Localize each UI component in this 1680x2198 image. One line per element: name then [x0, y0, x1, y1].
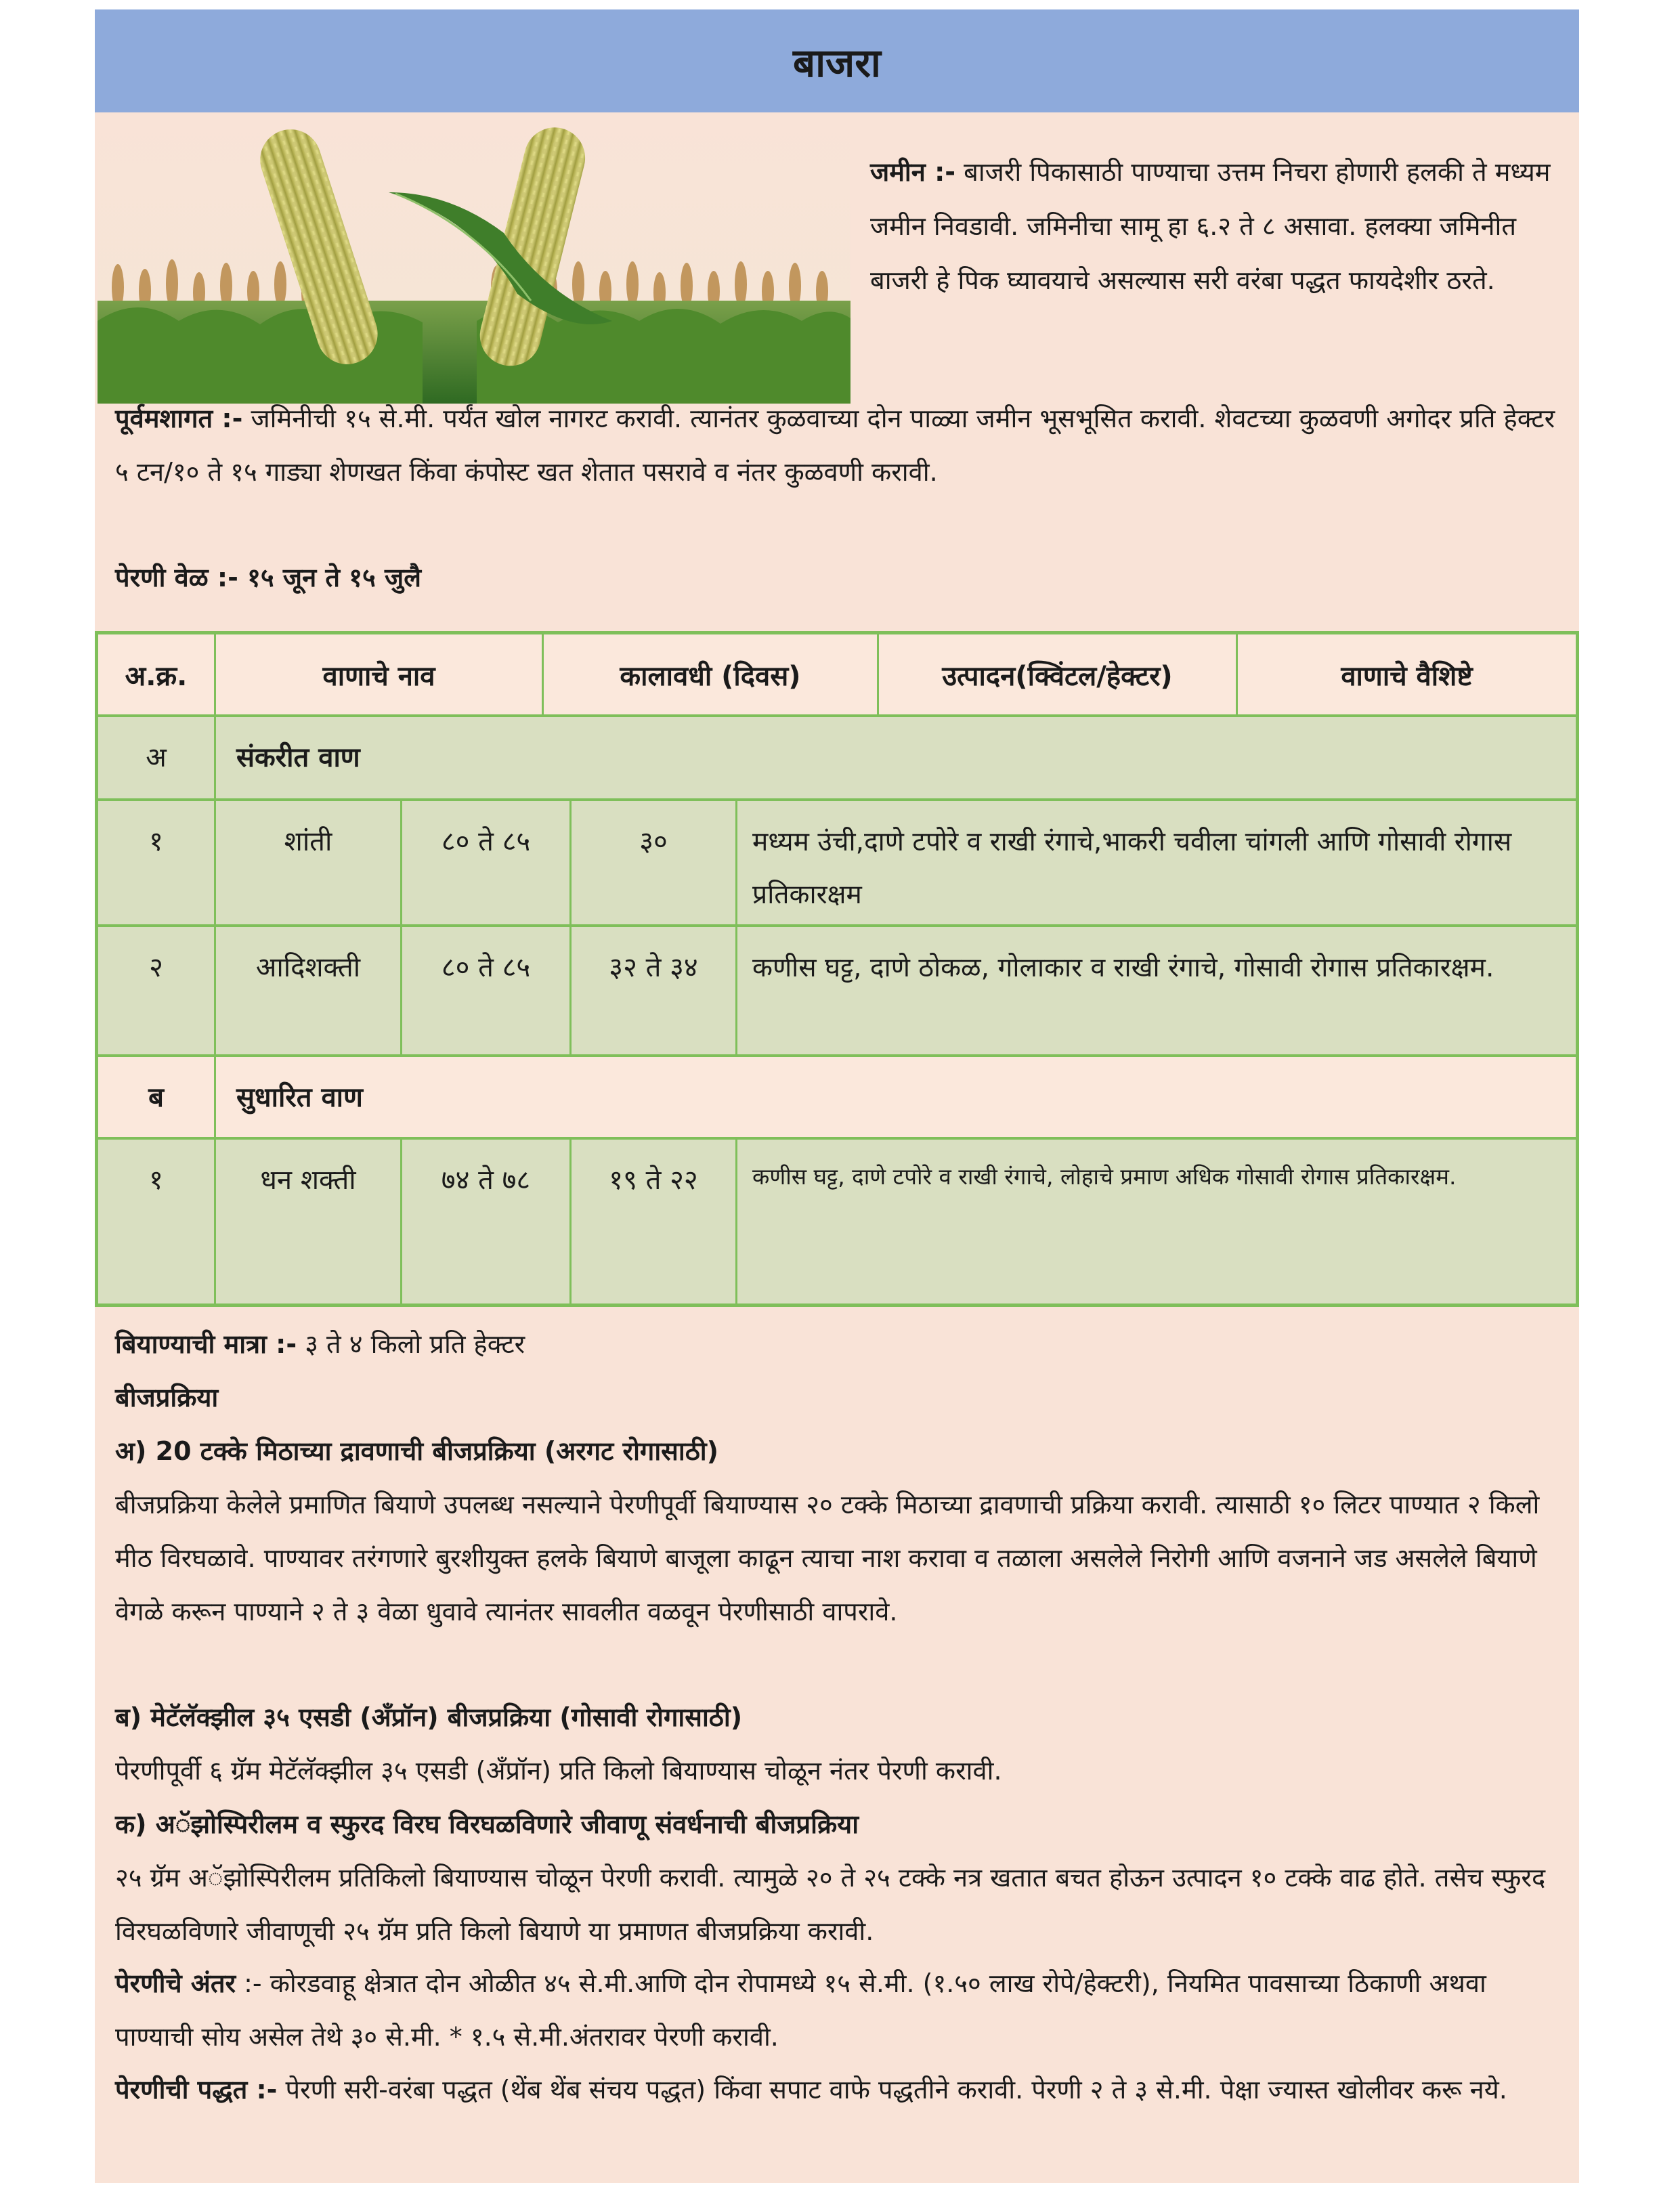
treatment-c-text: २५ ग्रॅम अॅझोस्पिरीलम प्रतिकिलो बियाण्यास चोळून पेरणी करावी. त्यामुळे २० ते २५ टक्के नत्र खतात बचत होऊन उत्पादन १० टक्के वाढ होते. तसेच स्फुरद विरघळविणारे जीवाणूची २५ ग्रॅम प्रति किलो बियाणे या प्रमाणत बीजप्रक्रिया करावी.: [115, 1863, 1546, 1946]
cell-variety-name: आदिशक्ती: [216, 927, 402, 1054]
treatment-b-text: पेरणीपूर्वी ६ ग्रॅम मेटॅलॅक्झील ३५ एसडी (अँप्रॉन) प्रति किलो बियाण्यास चोळून नंतर पेरणी करावी.: [115, 1756, 1002, 1786]
treatment-c-heading: क) अॅझोस्पिरीलम व स्फुरद विरघ विरघळविणारे जीवाणू संवर्धनाची बीजप्रक्रिया: [115, 1809, 859, 1839]
seed-rate-section: [115, 1318, 1564, 1371]
preparation-text: जमिनीची १५ से.मी. पर्यंत खोल नागरट करावी. त्यानंतर कुळवाच्या दोन पाळ्या जमीन भूसभूसित करावी. शेवटच्या कुळवणी अगोदर प्रति हेक्टर ५ टन/१० ते १५ गाड्या शेणखत किंवा कंपोस्ट खत शेतात पसरावे व नंतर कुळवणी करावी.: [115, 404, 1555, 487]
group-row-improved: [98, 1057, 1576, 1140]
header-yield: उत्पादन(क्विंटल/हेक्टर): [879, 634, 1238, 714]
pearl-millet-illustration: [98, 118, 850, 404]
header-variety-name: वाणाचे नाव: [216, 634, 544, 714]
group-title: सुधारित वाण: [236, 1082, 363, 1113]
sowing-method-section: [115, 2063, 1564, 2117]
cell-features: कणीस घट्ट, दाणे ठोकळ, गोलाकार व राखी रंगाचे, गोसावी रोगास प्रतिकारक्षम.: [752, 953, 1494, 983]
document-page: [95, 9, 1579, 2183]
spacing-section: [115, 1957, 1564, 2064]
seed-rate-text: ३ ते ४ किलो प्रति हेक्टर: [297, 1329, 525, 1359]
land-section: [870, 145, 1571, 307]
header-features: वाणाचे वैशिष्टे: [1341, 660, 1473, 692]
spacing-label: पेरणीचे अंतर: [115, 1968, 236, 1998]
cell-duration: ७४ ते ७८: [402, 1140, 572, 1303]
variety-table: [95, 631, 1579, 1307]
group-title: संकरीत वाण: [236, 742, 360, 773]
preparation-label: पूर्वमशागत :-: [115, 404, 243, 433]
cell-serial: २: [98, 927, 216, 1054]
table-row: [98, 927, 1576, 1057]
land-text: बाजरी पिकासाठी पाण्याचा उत्तम निचरा होणारी हलकी ते मध्यम जमीन निवडावी. जमिनीचा सामू हा ६.२ ते ८ असावा. हलक्या जमिनीत बाजरी हे पिक घ्यावयाचे असल्यास सरी वरंबा पद्धत फायदेशीर ठरते.: [870, 157, 1551, 295]
page-title: बाजरा: [95, 9, 1579, 112]
cell-features: मध्यम उंची,दाणे टपोरे व राखी रंगाचे,भाकरी चवीला चांगली आणि गोसावी रोगास प्रतिकारक्षम: [752, 827, 1512, 910]
group-id: अ: [98, 717, 216, 798]
cell-yield: १९ ते २२: [572, 1140, 737, 1303]
preparation-section: [115, 392, 1564, 499]
table-row: [98, 801, 1576, 927]
cell-duration: ८० ते ८५: [402, 801, 572, 924]
seed-treatment-heading: बीजप्रक्रिया: [115, 1383, 219, 1413]
table-row: [98, 1140, 1576, 1303]
land-label: जमीन :-: [870, 157, 956, 187]
cell-serial: १: [98, 801, 216, 924]
sowing-method-label: पेरणीची पद्धत :-: [115, 2075, 278, 2105]
cell-yield: ३२ ते ३४: [572, 927, 737, 1054]
cell-features: कणीस घट्ट, दाणे टपोरे व राखी रंगाचे, लोहाचे प्रमाण अधिक गोसावी रोगास प्रतिकारक्षम.: [752, 1163, 1457, 1190]
sowing-time-label: पेरणी वेळ :-: [115, 563, 238, 592]
cell-yield: ३०: [572, 801, 737, 924]
treatment-a-text: बीजप्रक्रिया केलेले प्रमाणित बियाणे उपलब्ध नसल्याने पेरणीपूर्वी बियाण्यास २० टक्के मिठाच्या द्रावणाची प्रक्रिया करावी. त्यासाठी १० लिटर पाण्यात २ किलो मीठ विरघळावे. पाण्यावर तरंगणारे बुरशीयुक्त हलके बियाणे बाजूला काढून त्याचा नाश करावा व तळाला असलेले निरोगी आणि वजनाने जड असलेले बियाणे वेगळे करून पाण्याने २ ते ३ वेळा धुवावे त्यानंतर सावलीत वळवून पेरणीसाठी वापरावे.: [115, 1490, 1540, 1626]
cell-variety-name: शांती: [216, 801, 402, 924]
group-id: ब: [98, 1057, 216, 1137]
spacing-text: :- कोरडवाहू क्षेत्रात दोन ओळीत ४५ से.मी.आणि दोन रोपामध्ये १५ से.मी. (१.५० लाख रोपे/हेक्टरी), नियमित पावसाच्या ठिकाणी अथवा पाण्याची सोय असेल तेथे ३० से.मी. * १.५ से.मी.अंतरावर पेरणी करावी.: [115, 1968, 1486, 2052]
sowing-time-text: १५ जून ते १५ जुलै: [238, 563, 421, 592]
treatment-b-heading: ब) मेटॅलॅक्झील ३५ एसडी (अँप्रॉन) बीजप्रक्रिया (गोसावी रोगासाठी): [115, 1702, 743, 1732]
cell-serial: १: [98, 1140, 216, 1303]
sowing-method-text: पेरणी सरी-वरंबा पद्धत (थेंब थेंब संचय पद्धत) किंवा सपाट वाफे पद्धतीने करावी. पेरणी २ ते ३ से.मी. पेक्षा ज्यास्त खोलीवर करू नये.: [277, 2075, 1507, 2105]
cell-variety-name: धन शक्ती: [216, 1140, 402, 1303]
header-duration: कालावधी (दिवस): [544, 634, 879, 714]
group-row-hybrid: [98, 717, 1576, 801]
header-serial: अ.क्र.: [98, 634, 216, 714]
sowing-time-section: [115, 551, 1564, 605]
seed-rate-label: बियाण्याची मात्रा :-: [115, 1329, 297, 1359]
treatment-a-heading: अ) 20 टक्के मिठाच्या द्रावणाची बीजप्रक्रिया (अरगट रोगासाठी): [115, 1436, 718, 1466]
table-header-row: [98, 634, 1576, 717]
cell-duration: ८० ते ८५: [402, 927, 572, 1054]
